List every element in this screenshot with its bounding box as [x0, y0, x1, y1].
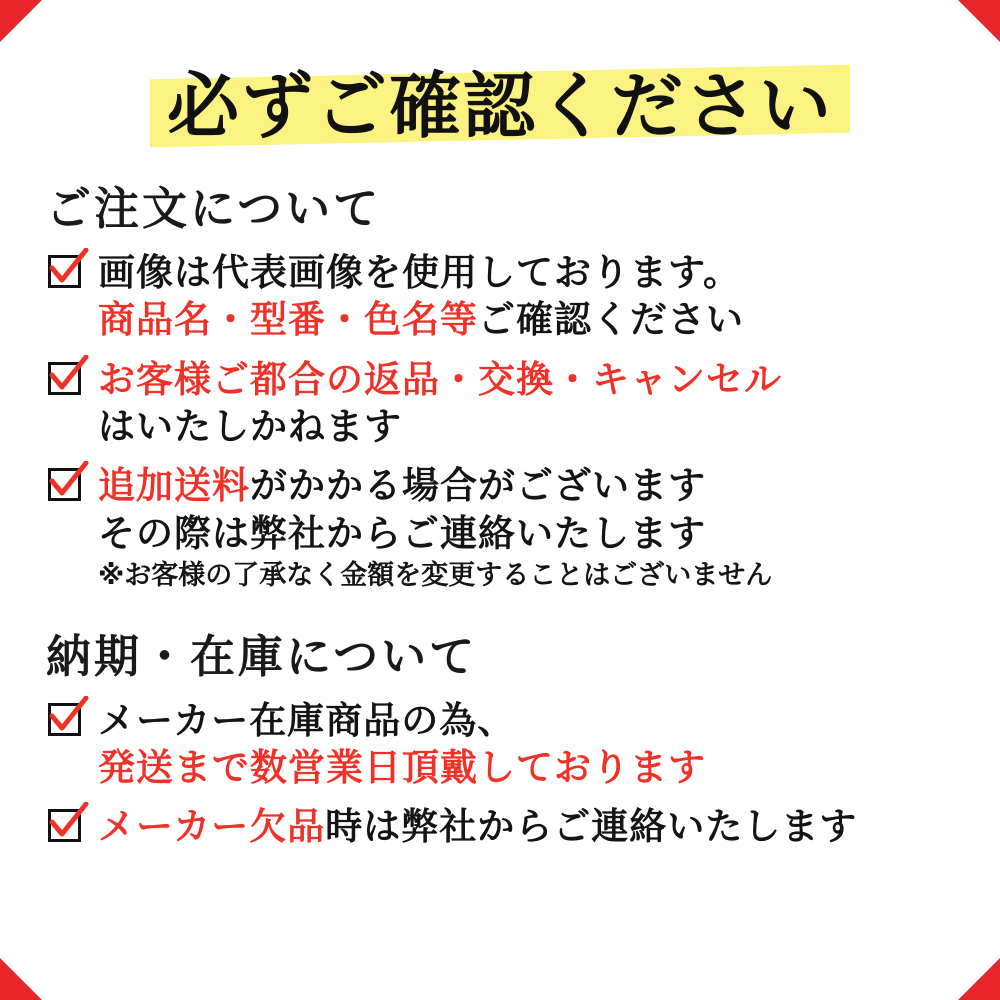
list-item-line — [98, 462, 962, 509]
list-item-line: 画像は代表画像を使用しております。 — [98, 251, 742, 294]
list-item-line: お客様ご都合の返品・交換・キャンセル — [98, 357, 782, 401]
page-title-block — [38, 44, 962, 156]
list-item — [48, 462, 962, 593]
corner-accent-top-right — [958, 0, 1000, 42]
checkbox-checked-icon — [48, 703, 88, 743]
list-item-note: ※お客様の了承なく金額を変更することはございません — [98, 560, 773, 592]
list-item-text — [98, 356, 962, 451]
checkbox-checked-icon — [48, 468, 88, 508]
list-item-line — [98, 296, 962, 343]
corner-accent-bottom-left — [0, 958, 42, 1000]
emphasis-text: 追加送料 — [98, 464, 250, 508]
emphasis-text: メーカー欠品 — [98, 805, 326, 849]
list-item-line: 発送まで数営業日頂戴しております — [98, 746, 706, 790]
list-item — [48, 249, 962, 344]
list-item — [48, 697, 962, 792]
checkbox-checked-icon — [48, 362, 88, 402]
section-heading-orders: ご注文について — [46, 182, 382, 235]
list-item-text — [98, 803, 962, 850]
page-title: 必ずご確認ください — [166, 64, 833, 148]
plain-text: ご確認ください — [478, 298, 744, 342]
corner-accent-bottom-right — [958, 958, 1000, 1000]
list-item — [48, 803, 962, 850]
list-item-text — [98, 249, 962, 344]
list-item-line — [98, 803, 962, 850]
plain-text: 時は弊社からご連絡いたします — [325, 805, 858, 849]
list-item-line: その際は弊社からご連絡いたします — [98, 511, 706, 555]
corner-accent-top-left — [0, 0, 42, 42]
section-heading-delivery: 納期・在庫について — [46, 629, 478, 683]
list-item-line: はいたしかねます — [98, 405, 402, 449]
checkbox-checked-icon — [48, 809, 88, 849]
list-item-text — [98, 697, 962, 792]
emphasis-text: 商品名・型番・色名等 — [98, 298, 478, 342]
list-item-line: メーカー在庫商品の為、 — [98, 698, 516, 742]
list-item-text — [98, 462, 962, 593]
checkbox-checked-icon — [48, 255, 88, 295]
list-item — [48, 356, 962, 451]
plain-text: がかかる場合がございます — [250, 464, 706, 508]
